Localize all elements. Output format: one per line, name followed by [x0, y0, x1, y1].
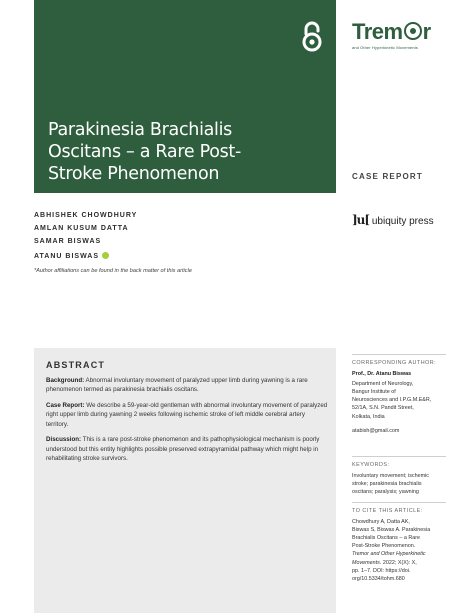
author-name: AMLAN KUSUM DATTA: [34, 225, 129, 233]
keywords-line: stroke; parakinesia brachialis: [352, 481, 422, 488]
section-label: Case Report:: [46, 402, 85, 410]
corresponding-name: Prof., Dr. Atanu Biswas: [352, 371, 412, 378]
citation-volume: 2022; X(X): X,: [381, 559, 417, 566]
address-line: Kolkata, India: [352, 413, 385, 420]
corresponding-author-block: [352, 354, 446, 435]
citation-doi[interactable]: org/10.5334/tohm.680: [352, 575, 405, 582]
keywords-heading: KEYWORDS:: [352, 462, 390, 468]
abstract-case-report: [46, 401, 328, 429]
title-banner: [34, 0, 336, 193]
address-line: Department of Neurology,: [352, 381, 414, 388]
logo-text-end: r: [422, 19, 431, 44]
title-line: Oscitans – a Rare Post-: [48, 142, 242, 162]
article-type-label: CASE REPORT: [352, 172, 423, 181]
abstract-background: [46, 376, 328, 395]
author-name-corresponding: [34, 252, 137, 260]
publisher-logo: [352, 213, 434, 227]
author-name: ATANU BISWAS: [34, 252, 100, 260]
citation-line: Brachialis Oscitans – a Rare: [352, 535, 421, 542]
citation-journal-line: [352, 559, 446, 567]
keywords-line: oscitans; paralysis; yawning: [352, 489, 419, 496]
section-label: Background:: [46, 377, 85, 384]
keywords-line: Involuntary movement; ischemic: [352, 473, 429, 480]
title-line: Parakinesia Brachialis: [48, 120, 232, 140]
citation-line: Chowdhury A, Datta AK,: [352, 519, 410, 526]
address-line: 52/1A, S.N. Pandit Street,: [352, 405, 414, 412]
citation-doi[interactable]: pp. 1–7. DOI: https://doi.: [352, 567, 411, 574]
journal-subtitle: and Other Hyperkinetic Movements: [352, 45, 418, 50]
section-text: This is a rare post-stroke phenomenon and its pathophysiological mechanism is poorly understood but this entity highlights possible preserved extrapyramidal pathway which might help in rehabilitating stroke survivors.: [46, 436, 320, 463]
orcid-icon[interactable]: [102, 252, 109, 259]
citation-block: [352, 502, 446, 583]
article-title: [48, 119, 328, 185]
journal-logo-wordmark: [352, 20, 442, 44]
publisher-name: ubiquity press: [371, 216, 434, 227]
citation-journal: Movements.: [352, 559, 382, 566]
logo-o-icon: [404, 22, 422, 40]
abstract-body: [46, 376, 328, 470]
author-list: [34, 212, 137, 266]
author-name: ABHISHEK CHOWDHURY: [34, 212, 138, 219]
logo-text-start: Trem: [352, 19, 403, 44]
abstract-discussion: [46, 435, 328, 463]
title-line: Stroke Phenomenon: [48, 164, 220, 184]
abstract-panel: [34, 348, 336, 613]
affiliation-note: *Author affiliations can be found in the back matter of this article: [34, 268, 192, 274]
citation-journal: Tremor and Other Hyperkinetic: [352, 551, 426, 558]
author-name: SAMAR BISWAS: [34, 238, 102, 246]
journal-logo: [352, 20, 442, 60]
section-label: Discussion:: [46, 436, 82, 444]
abstract-heading: ABSTRACT: [46, 360, 106, 370]
citation-heading: TO CITE THIS ARTICLE:: [352, 508, 423, 514]
address-line: Neurosciences and I.P.G.M.E&R,: [352, 397, 432, 404]
email-link[interactable]: atabish@gmail.com: [352, 427, 400, 434]
address-line: Bangur Institute of: [352, 389, 396, 396]
citation-line: Post-Stroke Phenomenon.: [352, 543, 416, 550]
publisher-mark: ]u[: [352, 213, 370, 227]
section-text: Abnormal involuntary movement of paralyzed upper limb during yawning is a rare phenomenon termed as parakinesia brachialis oscitans.: [46, 377, 308, 394]
section-text: We describe a 59-year-old gentleman with abnormal involuntary movement of paralyzed right upper limb during yawning 2 weeks following ischemic stroke of left middle cerebral artery territory.: [46, 402, 328, 428]
corresponding-heading: CORRESPONDING AUTHOR:: [352, 360, 437, 366]
keywords-block: [352, 456, 446, 496]
open-access-lock-icon: [300, 20, 324, 52]
citation-line: Biswas S, Biswas A. Parakinesia: [352, 527, 431, 534]
